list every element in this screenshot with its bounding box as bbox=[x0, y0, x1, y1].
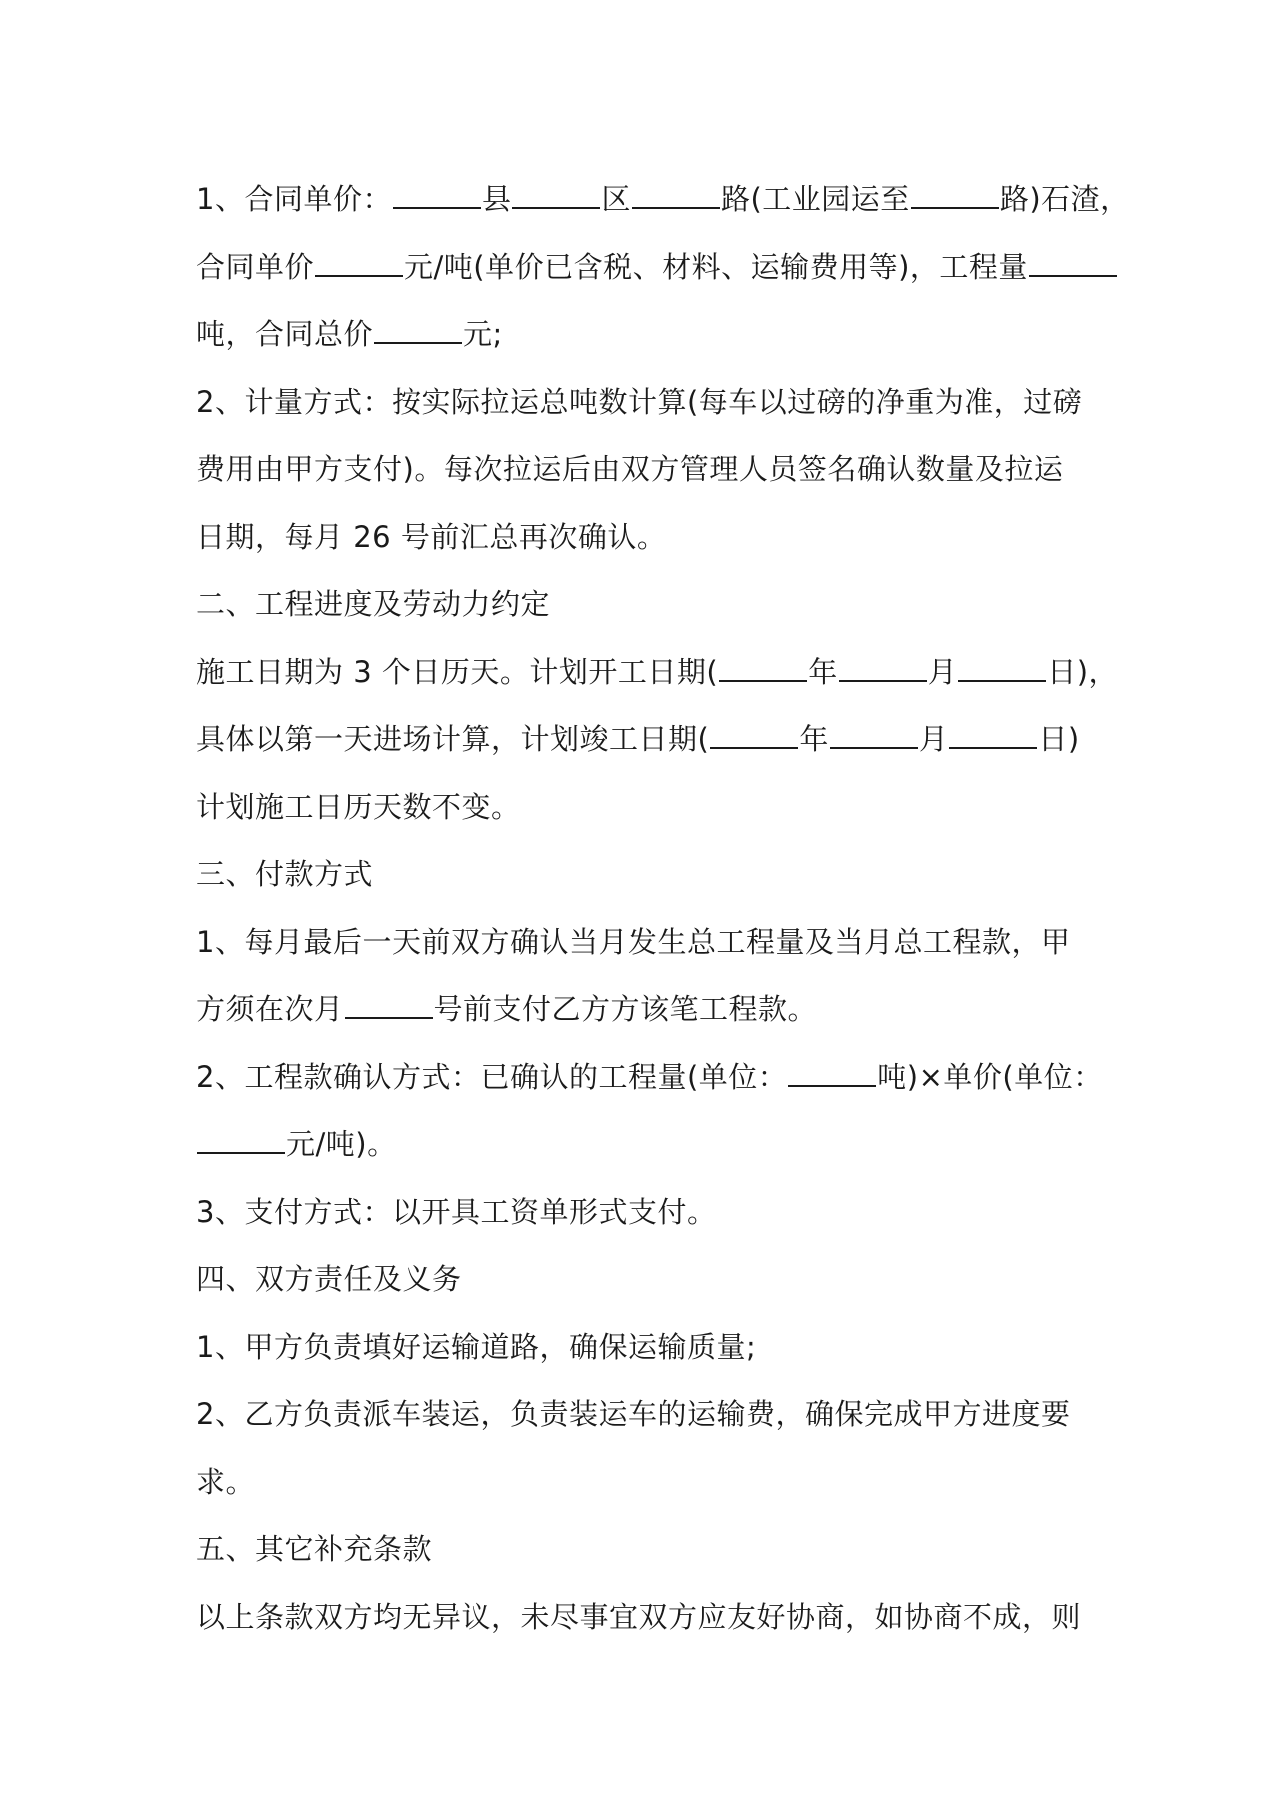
text-segment: 日)， bbox=[1047, 654, 1119, 689]
text-segment: 费用由甲方支付)。每次拉运后由双方管理人员签名确认数量及拉运 bbox=[196, 452, 1064, 486]
text-segment: 吨，合同总价 bbox=[196, 317, 374, 351]
text-line bbox=[196, 1111, 1096, 1179]
text-line bbox=[196, 1314, 1096, 1382]
text-segment: 1、合同单价： bbox=[196, 182, 392, 216]
text-segment: 月 bbox=[927, 654, 958, 689]
text-segment: 3、支付方式：以开具工资单形式支付。 bbox=[196, 1194, 717, 1229]
text-line bbox=[196, 774, 1096, 842]
text-segment: 计划施工日历天数不变。 bbox=[196, 789, 521, 824]
text-segment: 1、每月最后一天前双方确认当月发生总工程量及当月总工程款，甲 bbox=[196, 924, 1071, 959]
fill-in-blank bbox=[949, 723, 1037, 749]
text-line bbox=[196, 166, 1130, 234]
text-line bbox=[196, 1044, 1103, 1112]
text-line bbox=[196, 504, 1096, 572]
contract-text-body bbox=[196, 166, 1130, 1651]
text-segment: 路(工业园运至 bbox=[720, 182, 910, 216]
text-segment: 日) bbox=[1038, 722, 1080, 756]
fill-in-blank bbox=[788, 1061, 876, 1087]
text-segment: 元; bbox=[463, 317, 503, 351]
text-line bbox=[196, 706, 1096, 774]
text-segment: 合同单价 bbox=[196, 249, 315, 284]
text-line bbox=[196, 1246, 1096, 1314]
text-segment: 二、工程进度及劳动力约定 bbox=[196, 587, 551, 621]
fill-in-blank bbox=[710, 723, 798, 749]
text-segment: 以上条款双方均无异议，未尽事宜双方应友好协商，如协商不成，则 bbox=[196, 1599, 1082, 1634]
fill-in-blank bbox=[911, 183, 999, 209]
fill-in-blank bbox=[512, 183, 600, 209]
text-segment: 2、计量方式：按实际拉运总吨数计算(每车以过磅的净重为准，过磅 bbox=[196, 384, 1083, 419]
text-line bbox=[196, 639, 1119, 707]
text-line bbox=[196, 1516, 1096, 1584]
text-segment: 2、乙方负责派车装运，负责装运车的运输费，确保完成甲方进度要 bbox=[196, 1397, 1071, 1431]
text-segment: 区 bbox=[601, 182, 631, 216]
fill-in-blank bbox=[197, 1128, 285, 1154]
text-line bbox=[196, 1449, 1096, 1517]
text-line bbox=[196, 841, 1096, 909]
fill-in-blank bbox=[345, 993, 433, 1019]
fill-in-blank bbox=[315, 251, 403, 277]
fill-in-blank bbox=[393, 183, 481, 209]
text-segment: 元/吨)。 bbox=[286, 1127, 397, 1161]
text-segment: 吨)×单价(单位： bbox=[877, 1059, 1103, 1094]
fill-in-blank bbox=[719, 656, 807, 682]
text-line bbox=[196, 1179, 1096, 1247]
fill-in-blank bbox=[958, 656, 1046, 682]
text-line bbox=[196, 909, 1096, 977]
fill-in-blank bbox=[839, 656, 927, 682]
text-line bbox=[196, 301, 1096, 369]
text-segment: 具体以第一天进场计算，计划竣工日期( bbox=[196, 722, 710, 756]
text-segment: 求。 bbox=[196, 1464, 256, 1499]
text-segment: 方须在次月 bbox=[196, 992, 344, 1026]
fill-in-blank bbox=[374, 318, 462, 344]
text-segment: 日期，每月 26 号前汇总再次确认。 bbox=[196, 519, 667, 554]
text-line bbox=[196, 369, 1096, 437]
text-segment: 元/吨(单价已含税、材料、运输费用等)，工程量 bbox=[404, 249, 1028, 284]
text-segment: 年 bbox=[808, 654, 838, 689]
text-line bbox=[196, 976, 1096, 1044]
text-segment: 五、其它补充条款 bbox=[196, 1532, 433, 1566]
text-segment: 县 bbox=[481, 182, 512, 216]
text-segment: 月 bbox=[918, 722, 949, 756]
text-segment: 号前支付乙方方该笔工程款。 bbox=[433, 992, 818, 1026]
text-line bbox=[196, 436, 1096, 504]
text-line bbox=[196, 1381, 1096, 1449]
fill-in-blank bbox=[830, 723, 918, 749]
text-segment: 路)石渣， bbox=[999, 182, 1130, 216]
text-line bbox=[196, 571, 1096, 639]
text-segment: 四、双方责任及义务 bbox=[196, 1262, 462, 1296]
text-segment: 2、工程款确认方式：已确认的工程量(单位： bbox=[196, 1059, 788, 1094]
text-line bbox=[196, 1584, 1096, 1652]
text-segment: 年 bbox=[799, 722, 829, 756]
text-line bbox=[196, 234, 1096, 302]
text-segment: 三、付款方式 bbox=[196, 857, 374, 891]
fill-in-blank bbox=[1029, 251, 1117, 277]
text-segment: 1、甲方负责填好运输道路，确保运输质量; bbox=[196, 1329, 757, 1364]
text-segment: 施工日期为 3 个日历天。计划开工日期( bbox=[196, 654, 719, 689]
fill-in-blank bbox=[632, 183, 720, 209]
